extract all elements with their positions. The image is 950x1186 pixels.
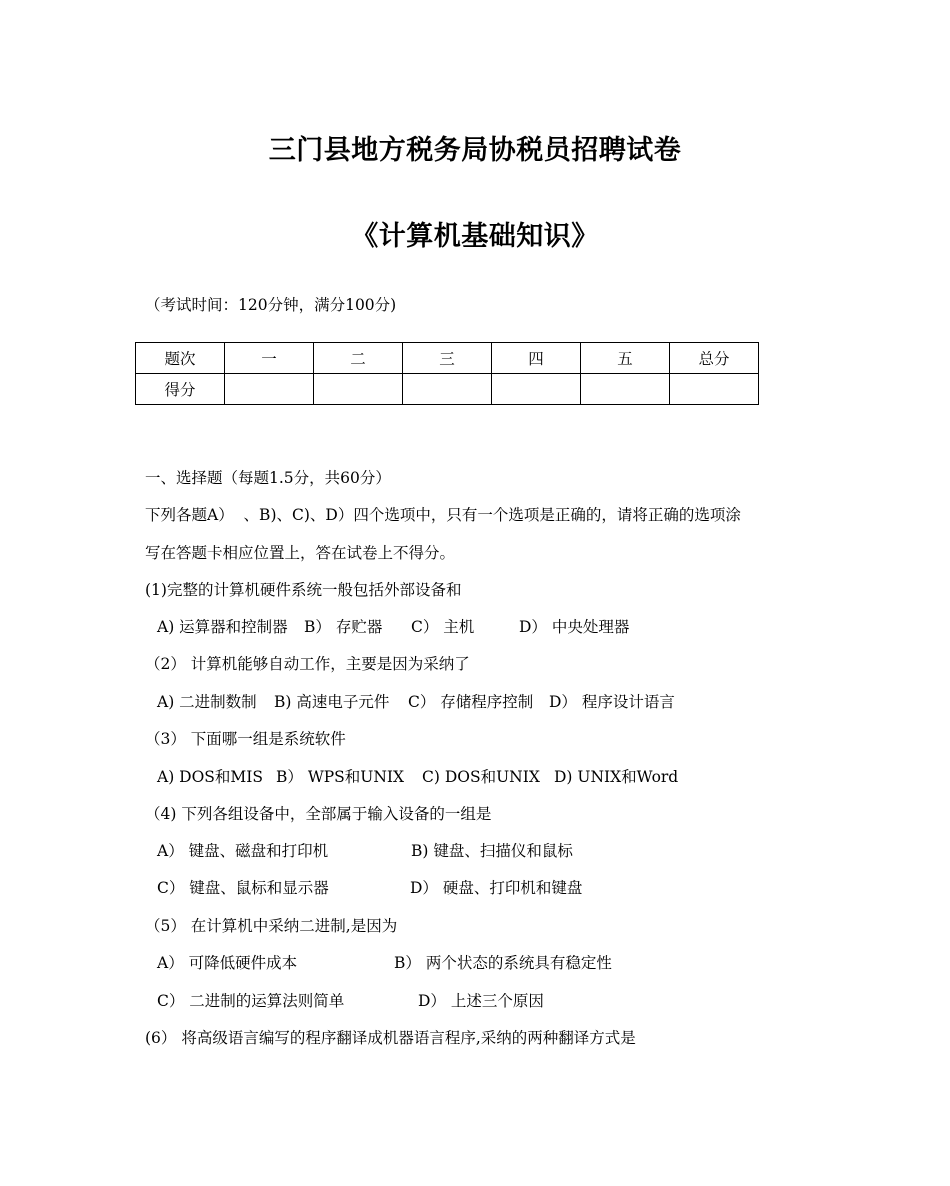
score-table-cell: [314, 374, 403, 405]
score-table-cell: 得分: [136, 374, 225, 405]
score-table-cell: 二: [314, 343, 403, 374]
score-table-score-row: [136, 374, 759, 405]
question-option: D） 程序设计语言: [549, 693, 675, 711]
question-option: C） 存储程序控制: [408, 693, 534, 711]
question-stem: (6） 将高级语言编写的程序翻译成机器语言程序,采纳的两种翻译方式是: [145, 1029, 636, 1047]
question-option: A) 二进制数制: [157, 693, 257, 711]
question-stem: （2） 计算机能够自动工作，主要是因为采纳了: [145, 655, 470, 673]
question-option: C） 二进制的运算法则简单: [157, 992, 345, 1010]
question-option: B) 高速电子元件: [274, 693, 390, 711]
score-table-cell: [670, 374, 759, 405]
exam-title: 三门县地方税务局协税员招聘试卷: [268, 135, 682, 166]
section-instruction: 下列各题A） 、B)、C)、D）四个选项中，只有一个选项是正确的，请将正确的选项涂: [145, 506, 741, 524]
question-option: C) DOS和UNIX: [422, 768, 540, 786]
question-stem: （5） 在计算机中采纳二进制,是因为: [145, 917, 398, 935]
exam-info: （考试时间：120分钟，满分100分): [145, 296, 397, 314]
score-table-cell: 总分: [670, 343, 759, 374]
exam-subject-title: 《计算机基础知识》: [351, 221, 599, 252]
question-option: D） 硬盘、打印机和键盘: [410, 879, 583, 897]
question-option: D） 上述三个原因: [418, 992, 544, 1010]
question-option: A) DOS和MIS: [157, 768, 264, 786]
question-option: C） 键盘、鼠标和显示器: [157, 879, 329, 897]
question-stem: (1)完整的计算机硬件系统一般包括外部设备和: [145, 581, 462, 599]
question-option: A) 运算器和控制器: [157, 618, 288, 636]
section-heading: 一、选择题（每题1.5分，共60分）: [145, 469, 391, 487]
score-table-cell: [492, 374, 581, 405]
score-table-cell: 一: [225, 343, 314, 374]
score-table-cell: 五: [581, 343, 670, 374]
score-table-cell: 四: [492, 343, 581, 374]
question-stem: （4) 下列各组设备中，全部属于输入设备的一组是: [145, 805, 492, 823]
score-table-header-row: [136, 343, 759, 374]
question-option: C） 主机: [411, 618, 475, 636]
score-table-cell: [581, 374, 670, 405]
question-option: A） 键盘、磁盘和打印机: [157, 842, 329, 860]
question-option: D) UNIX和Word: [554, 768, 679, 786]
score-table-cell: 三: [403, 343, 492, 374]
question-option: B） 两个状态的系统具有稳定性: [394, 954, 612, 972]
question-option: A） 可降低硬件成本: [157, 954, 298, 972]
score-table-cell: [225, 374, 314, 405]
score-table-cell: [403, 374, 492, 405]
score-table-cell: 题次: [136, 343, 225, 374]
score-table: [135, 342, 759, 405]
question-option: D） 中央处理器: [519, 618, 630, 636]
question-option: B) 键盘、扫描仪和鼠标: [411, 842, 573, 860]
section-instruction: 写在答题卡相应位置上，答在试卷上不得分。: [145, 544, 456, 562]
question-option: B） WPS和UNIX: [276, 768, 405, 786]
question-stem: （3） 下面哪一组是系统软件: [145, 730, 346, 748]
question-option: B） 存贮器: [304, 618, 383, 636]
